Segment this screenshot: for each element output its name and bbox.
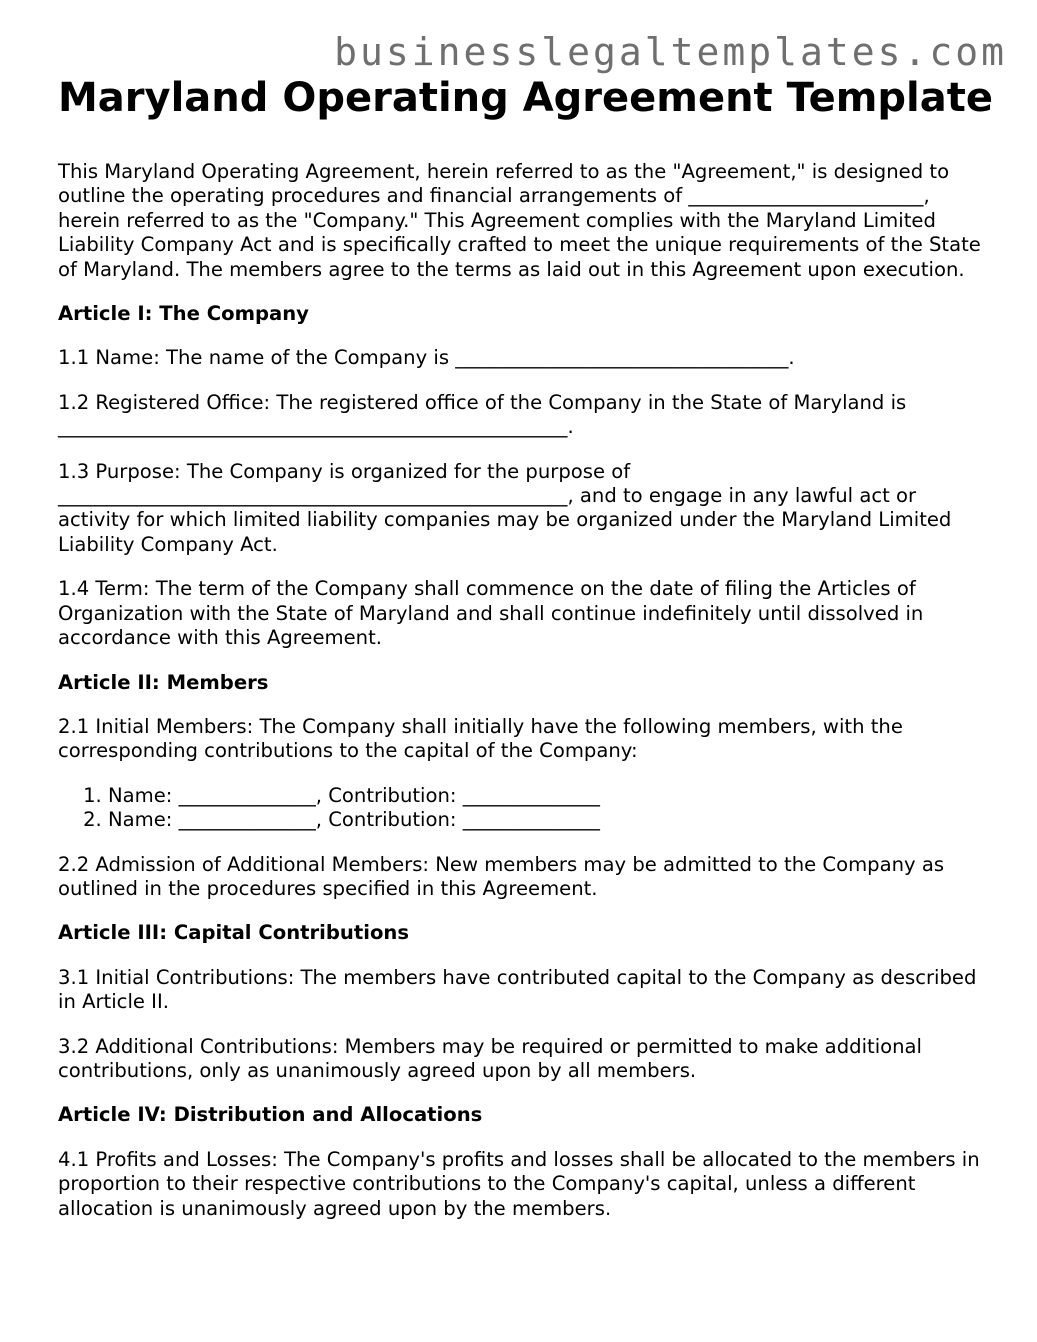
list-item: 2. Name: ______________, Contribution: ______________ [108,808,993,832]
section-1-1: 1.1 Name: The name of the Company is __________________________________. [58,346,795,370]
members-list [58,784,993,833]
watermark: businesslegaltemplates.com [334,30,1007,74]
section-3-2: 3.2 Additional Contributions: Members may be required or permitted to make additional contributions, only as unanimously agreed upon by all members. [58,1034,922,1082]
section-1-4: 1.4 Term: The term of the Company shall commence on the date of filing the Articles of Organization with the State of Maryland and shall continue indefinitely until dissolved in accordance with this Agreement. [58,577,924,650]
section-1-2: 1.2 Registered Office: The registered office of the Company in the State of Maryland is ____________________________________________________. [58,390,907,439]
section-1-3: 1.3 Purpose: The Company is organized for the purpose of ____________________________________________________, and to engage in any lawful act or activity for which limited liability companies may be organized under the Maryland Limited Liability Company Act. [58,459,952,556]
article-2-heading: Article II: Members [58,670,269,694]
section-2-2: 2.2 Admission of Additional Members: New members may be admitted to the Company as outlined in the procedures specified in this Agreement. [58,852,945,900]
intro-paragraph: This Maryland Operating Agreement, herein referred to as the "Agreement," is designed to outline the operating procedures and financial arrangements of ________________________, herein referred to as the "Company." This Agreement complies with the Maryland Limited Liability Company Act and is specifically crafted to meet the unique requirements of the State of Maryland. The members agree to the terms as laid out in this Agreement upon execution. [58,160,981,281]
page-title: Maryland Operating Agreement Template [58,75,993,121]
document-page [58,74,993,1241]
article-1-heading: Article I: The Company [58,302,309,326]
article-4-heading: Article IV: Distribution and Allocations [58,1103,483,1127]
section-2-1: 2.1 Initial Members: The Company shall initially have the following members, with the corresponding contributions to the capital of the Company: [58,714,903,763]
section-3-1: 3.1 Initial Contributions: The members have contributed capital to the Company as described in Article II. [58,965,977,1014]
list-item: 1. Name: ______________, Contribution: ______________ [108,784,993,808]
article-3-heading: Article III: Capital Contributions [58,921,410,945]
section-4-1: 4.1 Profits and Losses: The Company's profits and losses shall be allocated to the members in proportion to their respective contributions to the Company's capital, unless a different allocation is unanimously agreed upon by the members. [58,1147,980,1220]
